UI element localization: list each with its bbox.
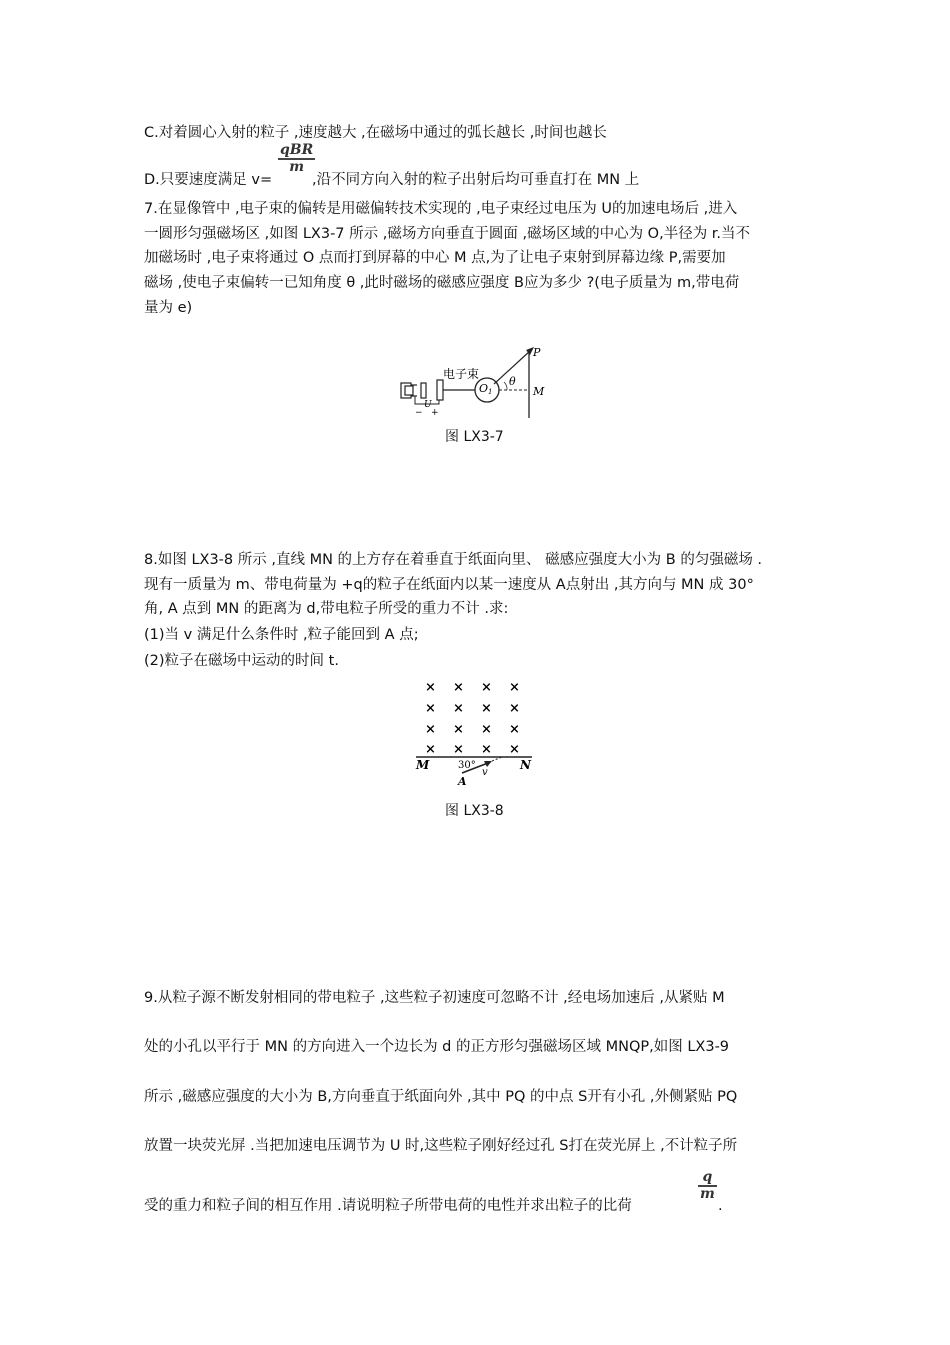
minus-sign: − [415, 408, 423, 418]
voltage-label: U [424, 400, 432, 410]
fraction-numerator: qBR [280, 142, 314, 158]
q9-line-3: 所示 ,磁感应强度的大小为 B,方向垂直于纸面向外 ,其中 PQ 的中点 S开有小孔 ,外侧紧贴 PQ [144, 1089, 738, 1105]
figure-lx3-8 [410, 675, 540, 790]
angle-label: 30° [458, 760, 476, 771]
q9-line-5: 受的重力和粒子间的相互作用 .请说明粒子所带电荷的电性并求出粒子的比荷 [144, 1198, 632, 1214]
q8-line-2: 现有一质量为 m、带电荷量为 +q的粒子在纸面内以某一速度从 A点射出 ,其方向与 MN 成 30° [144, 577, 754, 593]
field-cross: × [453, 722, 464, 737]
field-cross: × [425, 722, 436, 737]
field-cross: × [509, 742, 520, 757]
field-cross: × [453, 680, 464, 695]
theta-arc [504, 382, 507, 390]
field-cross: × [481, 680, 492, 695]
beam-label: 电子束 [443, 367, 480, 381]
fraction-denominator: m [289, 158, 305, 175]
option-d-prefix: D.只要速度满足 v= [144, 172, 273, 188]
magnetic-field-crosses [425, 680, 520, 757]
electron-gun [401, 383, 417, 398]
q8-line-5: (2)粒子在磁场中运动的时间 t. [144, 653, 339, 669]
q8-line-4: (1)当 v 满足什么条件时 ,粒子能回到 A 点; [144, 627, 419, 643]
accelerating-plate [421, 383, 426, 398]
v-label: v [482, 767, 488, 778]
option-d-fraction [278, 143, 315, 175]
q8-line-1: 8.如图 LX3-8 所示 ,直线 MN 的上方存在着垂直于纸面向里、 磁感应强度大小为 B 的匀强磁场 . [144, 552, 763, 568]
field-cross: × [453, 701, 464, 716]
fraction-denominator: m [700, 1185, 715, 1202]
q9-line-2: 处的小孔以平行于 MN 的方向进入一个边长为 d 的正方形匀强磁场区域 MNQP,如图 LX3-9 [144, 1039, 730, 1055]
q7-line-1: 7.在显像管中 ,电子束的偏转是用磁偏转技术实现的 ,电子束经过电压为 U的加速电场后 ,进入 [144, 201, 738, 217]
field-cross: × [509, 722, 520, 737]
field-cross: × [453, 742, 464, 757]
q9-line-4: 放置一块荧光屏 .当把加速电压调节为 U 时,这些粒子刚好经过孔 S打在荧光屏上 ,不计粒子所 [144, 1138, 738, 1154]
option-d-suffix: ,沿不同方向入射的粒子出射后均可垂直打在 MN 上 [312, 172, 640, 188]
theta-label: θ [509, 375, 516, 388]
figure-lx3-7 [395, 340, 555, 420]
q9-line-1: 9.从粒子源不断发射相同的带电粒子 ,这些粒子初速度可忽略不计 ,经电场加速后 ,从紧贴 M [144, 990, 725, 1006]
p-label: P [533, 346, 541, 359]
field-cross: × [425, 742, 436, 757]
field-cross: × [425, 680, 436, 695]
field-cross: × [425, 701, 436, 716]
field-cross: × [509, 680, 520, 695]
m-label: M [533, 385, 545, 398]
field-cross: × [481, 722, 492, 737]
option-c-text: C.对着圆心入射的粒子 ,速度越大 ,在磁场中通过的弧长越长 ,时间也越长 [144, 125, 607, 141]
fraction-numerator: q [702, 1169, 713, 1185]
a-label: A [458, 775, 467, 788]
figure-lx3-8-caption: 图 LX3-8 [445, 803, 504, 819]
figure-lx3-7-caption: 图 LX3-7 [445, 429, 504, 445]
q7-line-4: 磁场 ,使电子束偏转一已知角度 θ ,此时磁场的磁感应强度 B应为多少 ?(电子质量为 m,带电荷 [144, 275, 740, 291]
plus-sign: + [431, 408, 439, 418]
n-label: N [520, 758, 531, 772]
field-cross: × [481, 742, 492, 757]
center-o-label: O1 [479, 382, 493, 396]
m-label: M [416, 758, 430, 772]
q7-line-5: 量为 e) [144, 300, 193, 316]
field-cross: × [509, 701, 520, 716]
accelerating-plate-2 [437, 380, 443, 400]
q9-fraction [698, 1170, 717, 1202]
q7-line-2: 一圆形匀强磁场区 ,如图 LX3-7 所示 ,磁场方向垂直于圆面 ,磁场区域的中心为 O,半径为 r.当不 [144, 226, 751, 242]
field-cross: × [481, 701, 492, 716]
q7-line-3: 加磁场时 ,电子束将通过 O 点而打到屏幕的中心 M 点,为了让电子束射到屏幕边缘 P,需要加 [144, 250, 726, 266]
q9-end-period: . [718, 1198, 723, 1214]
q8-line-3: 角, A 点到 MN 的距离为 d,带电粒子所受的重力不计 .求: [144, 601, 509, 617]
